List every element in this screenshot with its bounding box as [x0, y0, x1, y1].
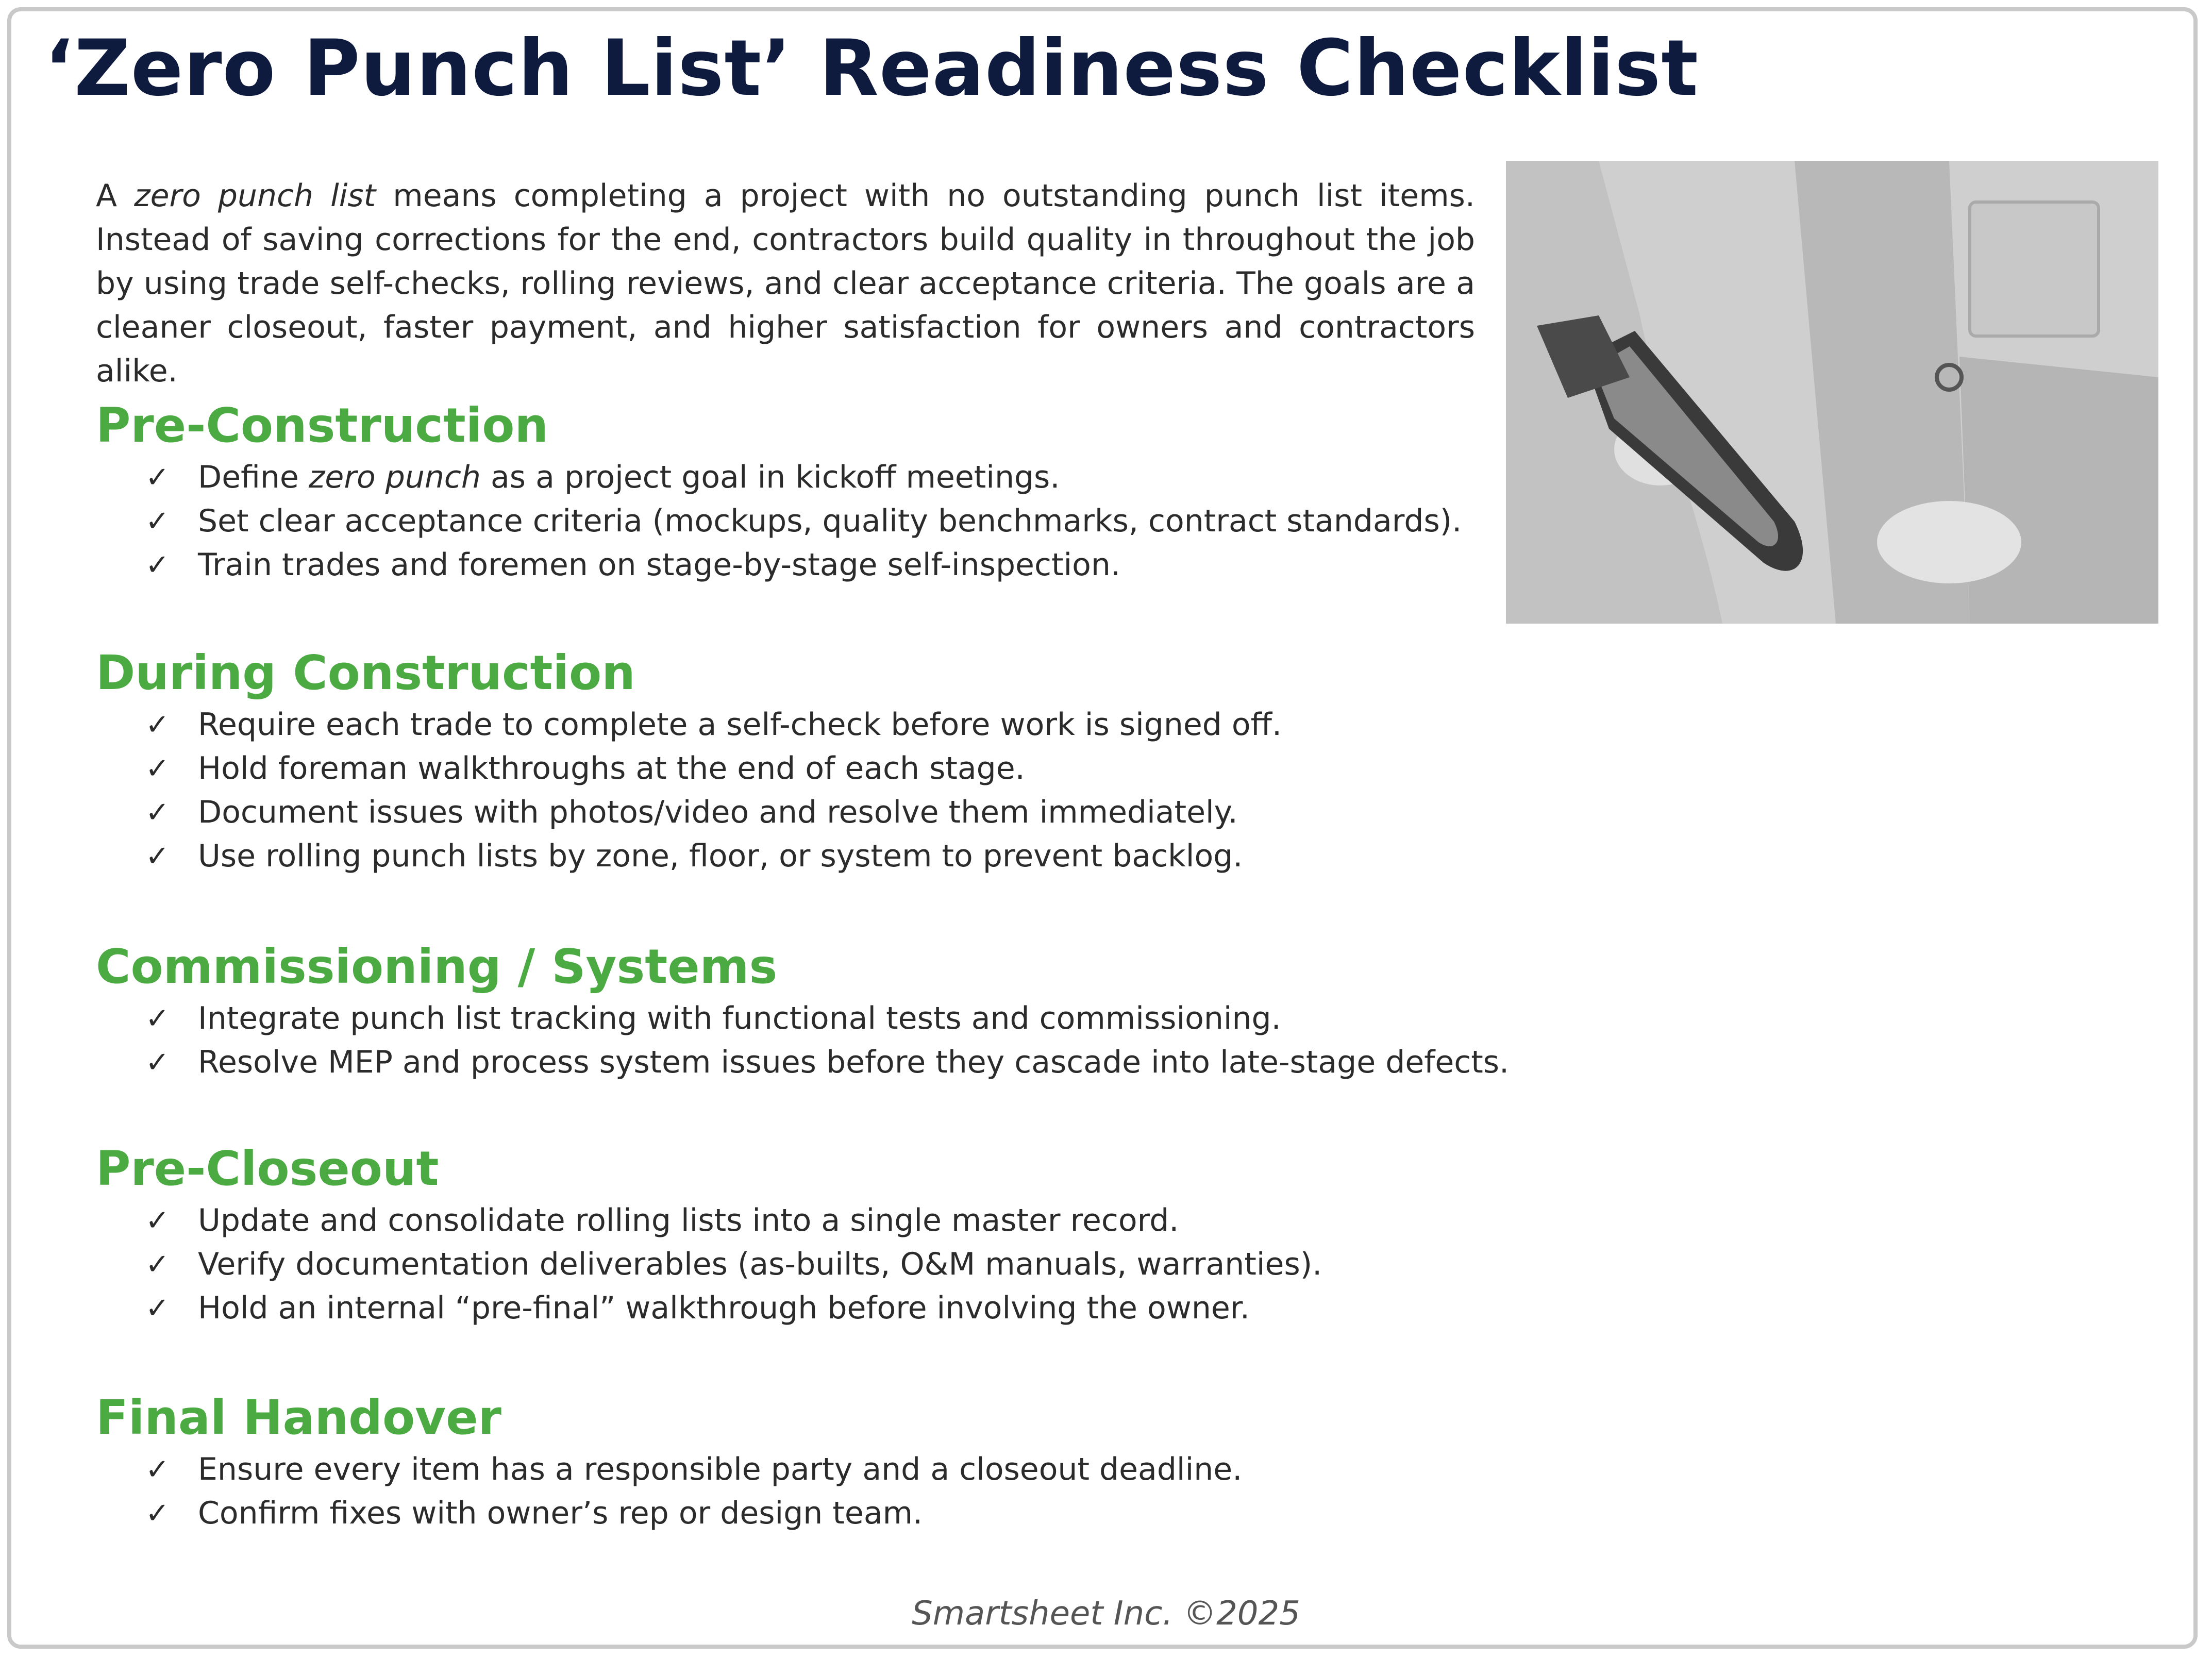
checkmark-icon: ✓: [145, 1248, 170, 1281]
section-heading: Pre-Closeout: [96, 1141, 439, 1196]
worker-tablet-photo: [1506, 161, 2158, 624]
section-commissioning-systems: [96, 937, 1509, 1084]
checkmark-icon: ✓: [145, 708, 170, 742]
intro-emphasis: zero punch list: [134, 178, 376, 214]
checklist-item: ✓ Train trades and foremen on stage-by-stage self-inspection.: [96, 543, 1462, 587]
checklist-item: ✓ Confirm fixes with owner’s rep or design team.: [96, 1492, 1242, 1535]
intro-rest: means completing a project with no outstanding punch list items. Instead of saving corrections for the end, contractors build quality in throughout the job by using trade self-checks, rolling reviews, and clear acceptance criteria. The goals are a cleaner closeout, faster payment, and higher satisfaction for owners and contractors alike.: [96, 178, 1475, 389]
checklist-item: ✓ Define zero punch as a project goal in kickoff meetings.: [96, 456, 1462, 499]
section-pre-construction: [96, 396, 1462, 587]
checklist-item: ✓ Use rolling punch lists by zone, floor, or system to prevent backlog.: [96, 834, 1282, 878]
checklist-item: ✓ Update and consolidate rolling lists into a single master record.: [96, 1199, 1322, 1243]
footer-copyright: Smartsheet Inc. ©2025: [912, 1595, 1300, 1633]
checkmark-icon: ✓: [145, 1046, 170, 1079]
checkmark-icon: ✓: [145, 505, 170, 538]
checklist-item: ✓ Set clear acceptance criteria (mockups, quality benchmarks, contract standards).: [96, 499, 1462, 543]
checkmark-icon: ✓: [145, 461, 170, 494]
section-final-handover: [96, 1388, 1242, 1535]
checklist-item: ✓ Ensure every item has a responsible party and a closeout deadline.: [96, 1448, 1242, 1492]
checkmark-icon: ✓: [145, 796, 170, 829]
section-pre-closeout: [96, 1139, 1322, 1330]
checklist: [96, 997, 1509, 1084]
checkmark-icon: ✓: [145, 1453, 170, 1486]
checklist: [96, 1199, 1322, 1330]
section-heading: Final Handover: [96, 1390, 501, 1445]
checkmark-icon: ✓: [145, 1204, 170, 1237]
section-heading: Pre-Construction: [96, 398, 548, 453]
checkmark-icon: ✓: [145, 752, 170, 785]
section-during-construction: [96, 643, 1282, 878]
intro-paragraph: [96, 174, 1475, 393]
page-title: ‘Zero Punch List’ Readiness Checklist: [44, 24, 1699, 113]
checklist: [96, 1448, 1242, 1535]
photo-icon: [1506, 161, 2158, 624]
checklist-item: ✓ Resolve MEP and process system issues before they cascade into late-stage defects.: [96, 1041, 1509, 1084]
checkmark-icon: ✓: [145, 1497, 170, 1530]
checkmark-icon: ✓: [145, 840, 170, 873]
checklist-item: ✓ Integrate punch list tracking with functional tests and commissioning.: [96, 997, 1509, 1041]
checklist-item: ✓ Hold an internal “pre-final” walkthrough before involving the owner.: [96, 1286, 1322, 1330]
checklist-item: ✓ Hold foreman walkthroughs at the end of each stage.: [96, 747, 1282, 791]
checklist: [96, 456, 1462, 587]
checkmark-icon: ✓: [145, 1002, 170, 1035]
intro-lead: A: [96, 178, 135, 214]
checklist-item: ✓ Document issues with photos/video and resolve them immediately.: [96, 791, 1282, 834]
checkmark-icon: ✓: [145, 548, 170, 582]
checklist: [96, 703, 1282, 878]
checklist-item: ✓ Verify documentation deliverables (as-builts, O&M manuals, warranties).: [96, 1243, 1322, 1286]
section-heading: During Construction: [96, 645, 635, 700]
checkmark-icon: ✓: [145, 1292, 170, 1325]
checklist-item: ✓ Require each trade to complete a self-check before work is signed off.: [96, 703, 1282, 747]
section-heading: Commissioning / Systems: [96, 939, 778, 994]
